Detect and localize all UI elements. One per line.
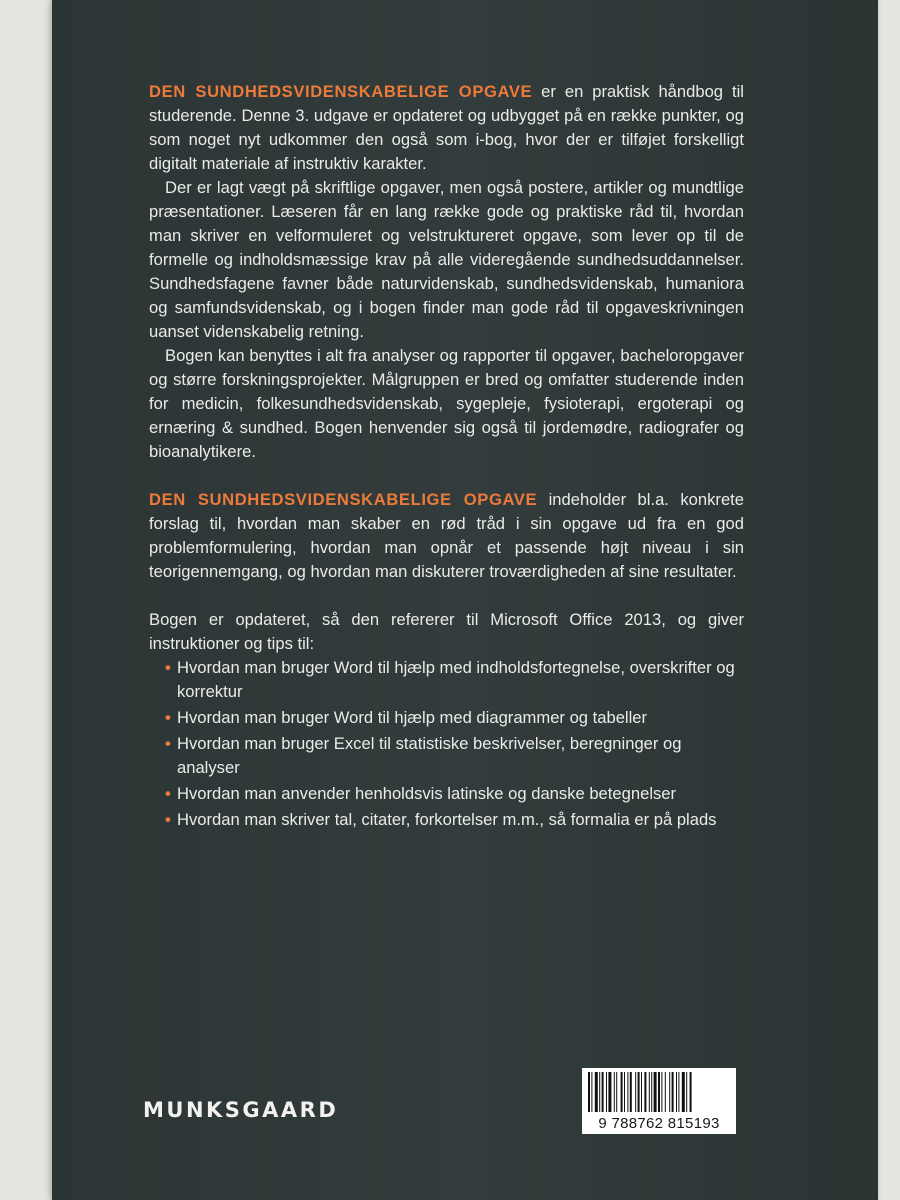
bullet-icon: • bbox=[165, 784, 171, 803]
list-item bbox=[149, 706, 744, 730]
list-item bbox=[149, 732, 744, 780]
title-highlight: DEN SUNDHEDSVIDENSKABELIGE OPGAVE bbox=[149, 490, 538, 509]
list-item bbox=[149, 782, 744, 806]
list-item-text: Hvordan man anvender henholdsvis latinske og danske betegnelser bbox=[177, 784, 677, 803]
list-item-text: Hvordan man skriver tal, citater, forkortelser m.m., så formalia er på plads bbox=[177, 810, 717, 829]
bullet-icon: • bbox=[165, 658, 171, 677]
contents-text: indeholder bl.a. konkrete forslag til, hvordan man skaber en rød tråd i sin opgave ud fra en god problemformulering, hvordan man opnår et passende højt niveau i sin teorigennemgang, og hvordan man diskuterer troværdigheden af sine resultater. bbox=[149, 490, 745, 581]
paragraph-gap bbox=[149, 584, 744, 608]
contents-paragraph bbox=[149, 488, 744, 584]
list-item-text: Hvordan man bruger Word til hjælp med indholdsfortegnelse, overskrifter og korrektur bbox=[177, 658, 735, 701]
list-item-text: Hvordan man bruger Excel til statistiske beskrivelser, beregninger og analyser bbox=[177, 734, 682, 777]
blurb bbox=[149, 80, 744, 834]
tips-intro: Bogen er opdateret, så den refererer til Microsoft Office 2013, og giver instruktioner og tips til: bbox=[149, 610, 744, 653]
intro-paragraph bbox=[149, 80, 744, 176]
target-group-paragraph: Bogen kan benyttes i alt fra analyser og rapporter til opgaver, bacheloropgaver og større forskningsprojekter. Målgruppen er bred og omfatter studerende inden for medicin, folkesundhedsvidenskab, sygepleje, fysioterapi, ergoterapi og ernæring & sundhed. Bogen henvender sig også til jordemødre, radiografer og bioanalytikere. bbox=[149, 346, 744, 461]
bullet-icon: • bbox=[165, 734, 171, 753]
list-item bbox=[149, 808, 744, 832]
list-item bbox=[149, 656, 744, 704]
isbn-number: 9 788762 815193 bbox=[598, 1115, 720, 1132]
paragraph-gap bbox=[149, 464, 744, 488]
title-highlight: DEN SUNDHEDSVIDENSKABELIGE OPGAVE bbox=[149, 82, 533, 101]
publisher-logo: MUNKSGAARD bbox=[143, 1098, 339, 1122]
audience-paragraph: Der er lagt vægt på skriftlige opgaver, men også postere, artikler og mundtlige præsentationer. Læseren får en lang række gode og praktiske råd til, hvordan man skriver en velformuleret og velstruktureret opgave, som lever op til de formelle og indholdsmæssige krav på alle videregående sundhedsuddannelser. Sundhedsfagene favner både naturvidenskab, sundhedsvidenskab, humaniora og samfundsvidenskab, og i bogen finder man gode råd til opgaveskrivningen uanset videnskabelig retning. bbox=[149, 178, 744, 341]
list-item-text: Hvordan man bruger Word til hjælp med diagrammer og tabeller bbox=[177, 708, 648, 727]
bullet-icon: • bbox=[165, 708, 171, 727]
barcode-bars bbox=[588, 1072, 730, 1112]
bullet-icon: • bbox=[165, 810, 171, 829]
tips-list bbox=[149, 656, 744, 832]
isbn-barcode bbox=[582, 1068, 736, 1134]
intro-text: er en praktisk håndbog til studerende. Denne 3. udgave er opdateret og udbygget på en række punkter, og som noget nyt udkommer den også som i-bog, hvor der er tilføjet forskelligt digitalt materiale af instruktiv karakter. bbox=[149, 82, 744, 173]
